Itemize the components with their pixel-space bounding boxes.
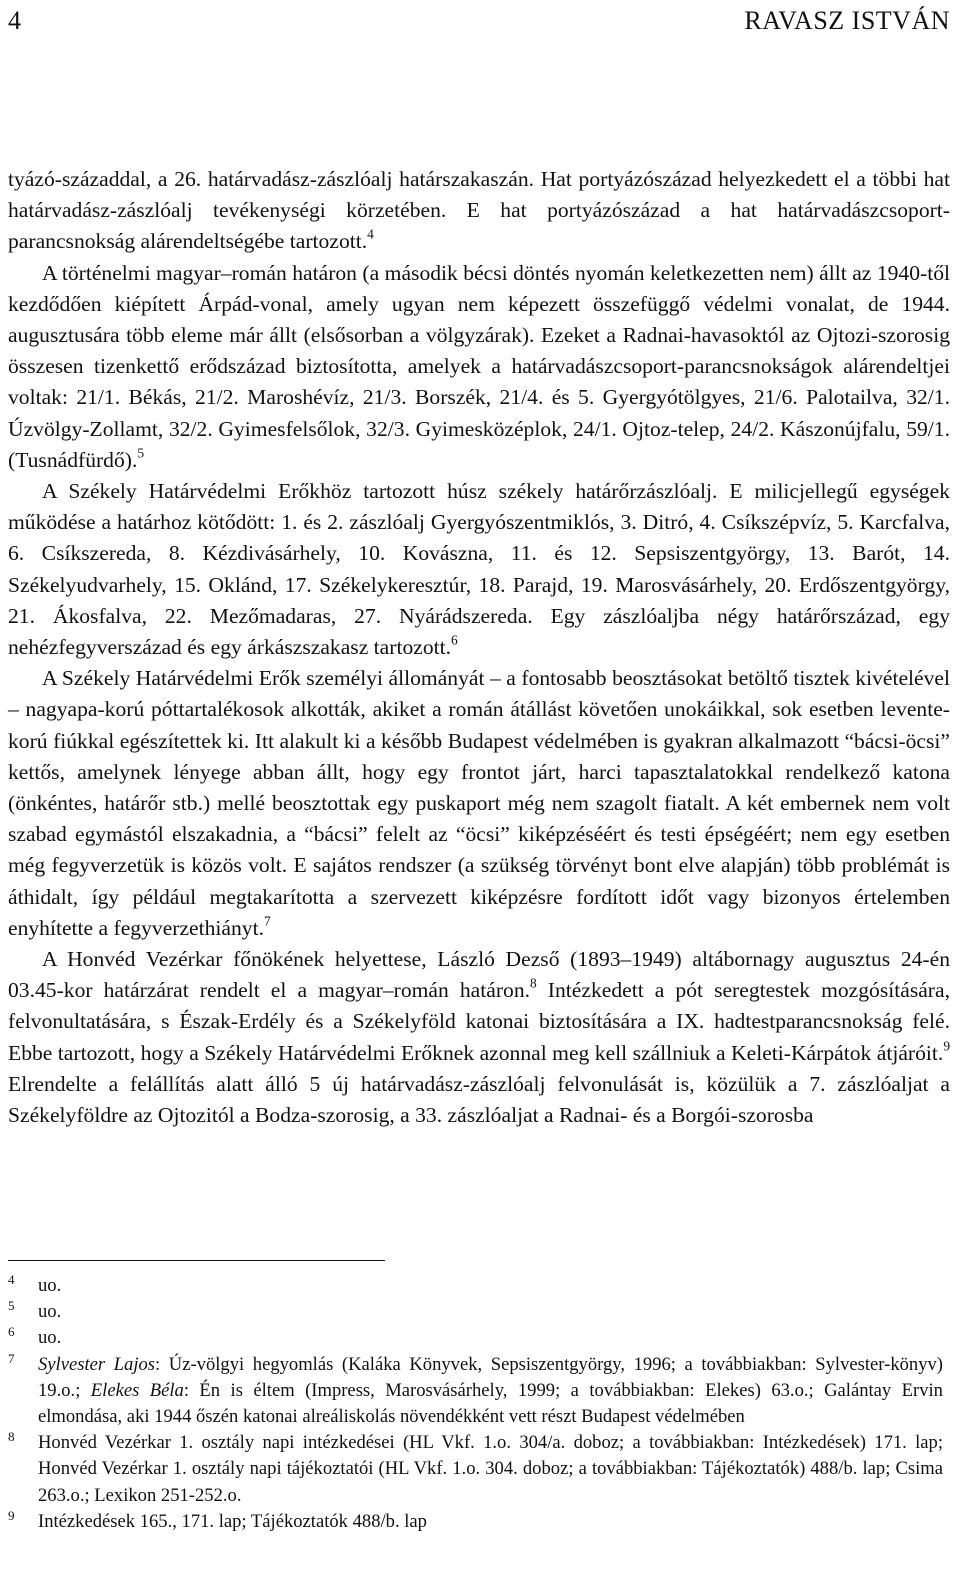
body-text: [8, 164, 950, 1131]
footnote-5: [8, 1299, 943, 1325]
footnote-author: Sylvester Lajos: [38, 1353, 156, 1375]
running-head: RAVASZ ISTVÁN: [744, 6, 950, 35]
footnote-4: [8, 1273, 943, 1299]
footnote-text: uo.: [38, 1327, 62, 1349]
footnote-text: : Én is éltem (Impress, Marosvásárhely, 1999; a továbbiakban: Elekes) 63.o.; Galántay Ervin elmondása, aki 1944 őszén katonai alreáliskolás növendékként vett részt Budapest védelmében: [38, 1379, 943, 1428]
footnote-mark: 6: [8, 1324, 15, 1340]
paragraph-5-text-a: A Honvéd Vezérkar főnökének helyettese, László Dezső (1893–1949) altábornagy augusztus 24-én 03.45-kor határzárat rendelt el a magyar–román határon.: [8, 947, 950, 1003]
footnote-ref-4[interactable]: 4: [367, 227, 374, 243]
footnote-text: : Úz-völgyi hegyomlás (Kaláka Könyvek, Sepsiszentgyörgy, 1996; a továbbiakban: Sylvester-könyv) 19.o.;: [38, 1353, 943, 1401]
footnote-ref-8[interactable]: 8: [530, 975, 537, 991]
footnote-text: uo.: [38, 1301, 62, 1323]
footnote-ref-7[interactable]: 7: [264, 913, 271, 929]
footnote-author: Elekes Béla: [90, 1379, 184, 1401]
footnote-ref-5[interactable]: 5: [137, 445, 145, 461]
paragraph-5: [8, 944, 950, 1131]
footnote-6: [8, 1325, 943, 1351]
footnote-text: uo.: [38, 1275, 62, 1296]
paragraph-5-text-b: Intézkedett a pót seregtestek mozgósítására, felvonultatására, s Észak-Erdély és a Székelyföld katonai biztosítására a IX. hadtestparancsnokság felé. Ebbe tartozott, hogy a Székely Határvédelmi Erőknek azonnal meg kell szállniuk a Keleti-Kárpátok átjáróit.: [8, 978, 950, 1065]
paragraph-2: [8, 258, 950, 476]
paragraph-5-text-c: Elrendelte a felállítás alatt álló 5 új határvadász-zászlóalj felvonulását is, közülük a 7. zászlóaljat a Székelyföldre az Ojtozitól a Bodza-szorosig, a 33. zászlóaljat a Radnai- és a Borgói-szorosba: [8, 1071, 950, 1128]
page-number: 4: [8, 6, 21, 35]
paragraph-3: [8, 476, 950, 663]
paragraph-1: [8, 164, 950, 258]
footnote-mark: 5: [8, 1298, 15, 1314]
footnote-text: Honvéd Vezérkar 1. osztály napi intézkedései (HL Vkf. 1.o. 304/a. doboz; a továbbiakban: Intézkedések) 171. lap; Honvéd Vezérkar 1. osztály napi tájékoztatói (HL Vkf. 1.o. 304. doboz; a továbbiakban: Tájékoztatók) 488/b. lap; Csima 263.o.; Lexikon 251-252.o.: [38, 1432, 943, 1506]
paragraph-3-text: A Székely Határvédelmi Erőkhöz tartozott húsz székely határőrzászlóalj. E milicjellegű egységek működése a határhoz kötődött: 1. és 2. zászlóalj Gyergyószentmiklós, 3. Ditró, 4. Csíkszépvíz, 5. Karcfalva, 6. Csíkszereda, 8. Kézdivásárhely, 10. Kovászna, 11. és 12. Sepsiszentgyörgy, 13. Barót, 14. Székelyudvarhely, 15. Oklánd, 17. Székelykeresztúr, 18. Parajd, 19. Marosvásárhely, 20. Erdőszentgyörgy, 21. Ákosfalva, 22. Mezőmadaras, 27. Nyárádszereda. Egy zászlóaljba négy határőrszázad, egy nehézfegyverszázad és egy árkászszakasz tartozott.: [8, 479, 950, 660]
footnote-9: [8, 1509, 943, 1535]
paragraph-4-text: A Székely Határvédelmi Erők személyi állományát – a fontosabb beosztásokat betöltő tisztek kivételével – nagyapa-korú póttartalékosok alkották, akiket a román átállást követően unokáikkal, sok esetben levente-korú fiúkkal egészítettek ki. Itt alakult ki a később Budapest védelmében is gyakran alkalmazott “bácsi-öcsi” kettős, amelynek lényege abban állt, hogy egy frontot járt, harci tapasztalatokkal rendelkező katona (önkéntes, határőr stb.) mellé beosztottak egy puskaport még nem szagolt fiatalt. A két embernek nem volt szabad egymástól elszakadnia, a “bácsi” felelt az “öcsi” kiképzéséért és testi épségéért; nem egy esetben még fegyverzetük is közös volt. E sajátos rendszer (a szükség törvényt bont elve alapján) több problémát is áthidalt, így például megtakarította a szervezett kiképzésre fordított időt vagy bizonyos értelemben enyhítette a fegyverzethiányt.: [8, 666, 950, 940]
footnote-mark: 8: [8, 1429, 15, 1445]
paragraph-4: [8, 663, 950, 944]
footnote-separator: [8, 1260, 385, 1261]
footnote-mark: 4: [8, 1271, 15, 1287]
footnote-ref-9[interactable]: 9: [943, 1038, 950, 1054]
footnotes: [8, 1273, 943, 1535]
paragraph-2-text: A történelmi magyar–román határon (a második bécsi döntés nyomán keletkezetten nem) állt az 1940-től kezdődően kiépített Árpád-vonal, amely ugyan nem képezett összefüggő védelmi vonalat, de 1944. augusztusára több eleme már állt (elsősorban a völgyzárak). Ezeket a Radnai-havasoktól az Ojtozi-szorosig összesen tizenkettő erődszázad biztosította, amelyek a határvadászcsoport-parancsnokságok alárendeltjei voltak: 21/1. Békás, 21/2. Maroshévíz, 21/3. Borszék, 21/4. és 5. Gyergyótölgyes, 21/6. Palotailva, 32/1. Úzvölgy-Zollamt, 32/2. Gyimesfelsőlok, 32/3. Gyimesközéplok, 24/1. Ojtoz-telep, 24/2. Kászonújfalu, 59/1. (Tusnádfürdő).: [8, 260, 950, 472]
footnote-text: Intézkedések 165., 171. lap; Tájékoztatók 488/b. lap: [38, 1510, 427, 1532]
footnote-mark: 7: [8, 1350, 15, 1366]
footnote-7: [8, 1352, 943, 1431]
footnote-mark: 9: [8, 1507, 15, 1523]
paragraph-1-text: tyázó-századdal, a 26. határvadász-zászlóalj határszakaszán. Hat portyázószázad helyezkedett el a többi hat határvadász-zászlóalj tevékenységi körzetében. E hat portyázószázad a hat határvadászcsoport-parancsnokság alárendeltségébe tartozott.: [8, 167, 950, 254]
footnote-8: [8, 1430, 943, 1509]
footnote-ref-6[interactable]: 6: [451, 632, 458, 648]
